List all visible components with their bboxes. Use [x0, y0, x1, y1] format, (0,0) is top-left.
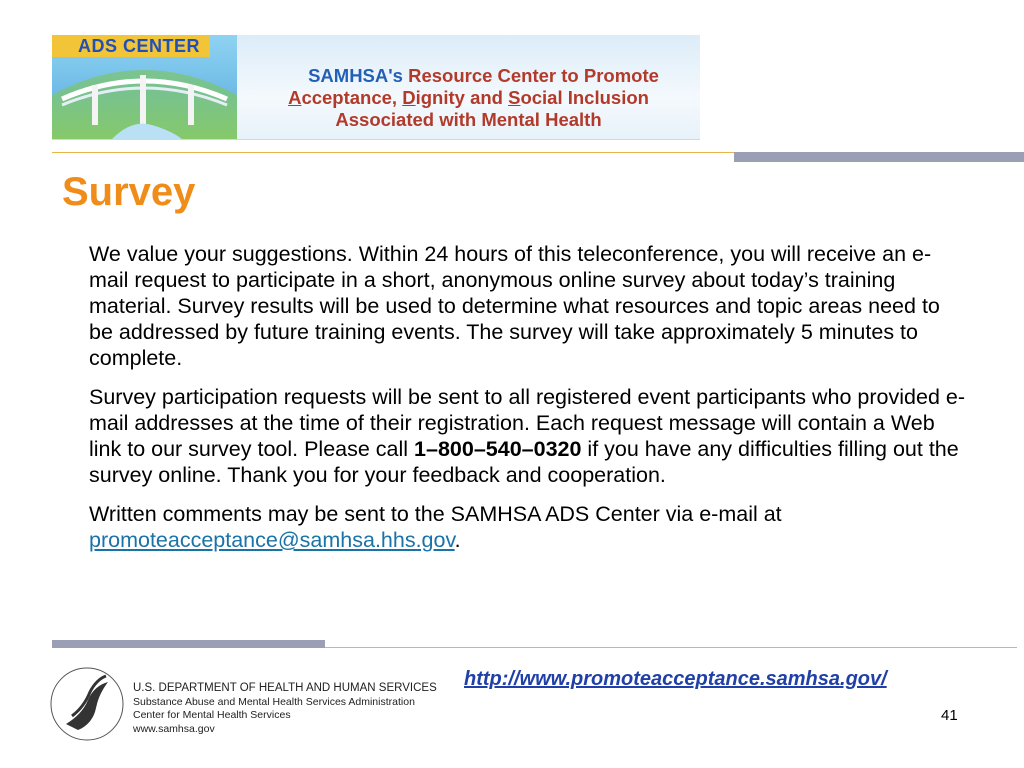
bottom-accent-bar: [52, 640, 325, 648]
banner-letter-d: D: [402, 87, 416, 108]
email-link[interactable]: promoteacceptance@samhsa.hhs.gov: [89, 528, 455, 552]
page-number: 41: [941, 707, 958, 724]
paragraph-3-text: Written comments may be sent to the SAMHSA ADS Center via e-mail at: [89, 502, 782, 526]
banner-line1: Resource Center to Promote: [408, 65, 659, 86]
banner-word-social: ocial Inclusion: [520, 87, 649, 108]
samhsa-site: www.samhsa.gov: [133, 722, 215, 735]
hhs-seal-icon: [48, 662, 126, 746]
bottom-divider-line: [325, 647, 1017, 648]
slide-title: Survey: [62, 170, 196, 214]
banner-line3: Associated with Mental Health: [335, 109, 602, 130]
hhs-footer-logo: [48, 662, 440, 746]
banner-bridge-image: [52, 35, 237, 139]
footer-website-link[interactable]: http://www.promoteacceptance.samhsa.gov/: [464, 668, 887, 690]
hhs-text-block: [133, 682, 437, 736]
paragraph-2: [89, 384, 969, 488]
banner-word-acceptance: cceptance,: [301, 87, 403, 108]
phone-number: 1–800–540–0320: [414, 437, 582, 461]
samhsa-agency: Substance Abuse and Mental Health Services Administration: [133, 695, 415, 708]
paragraph-3: [89, 501, 969, 553]
header-banner: [52, 35, 700, 140]
banner-letter-s: S: [508, 87, 521, 108]
banner-letter-a: A: [288, 87, 302, 108]
paragraph-2-text-end: if you have any difficulties filling out the survey online. Thank you for your feedback and cooperation.: [89, 437, 959, 487]
top-divider-line: [52, 152, 734, 153]
slide-body: [89, 241, 969, 566]
paragraph-2-text: Survey participation requests will be sent to all registered event participants who provided e-mail addresses at the time of their registration. Each request message will contain a Web link to our survey tool. Please call: [89, 385, 965, 461]
paragraph-1: We value your suggestions. Within 24 hours of this teleconference, you will receive an e-mail request to participate in a short, anonymous online survey about today’s training material. Survey results will be used to determine what resources and topic areas need to be addressed by future training events. The survey will take approximately 5 minutes to complete.: [89, 242, 940, 370]
banner-word-dignity: ignity and: [415, 87, 509, 108]
banner-title-area: [237, 35, 700, 139]
paragraph-3-period: .: [454, 528, 461, 552]
top-accent-bar: [734, 152, 1024, 162]
samhsa-label: SAMHSA's: [308, 65, 403, 86]
cmhs-center: Center for Mental Health Services: [133, 709, 291, 721]
banner-title: [237, 65, 700, 131]
hhs-department: U.S. DEPARTMENT OF HEALTH AND HUMAN SERVICES: [133, 682, 437, 694]
ads-center-label: ADS CENTER: [52, 35, 210, 57]
